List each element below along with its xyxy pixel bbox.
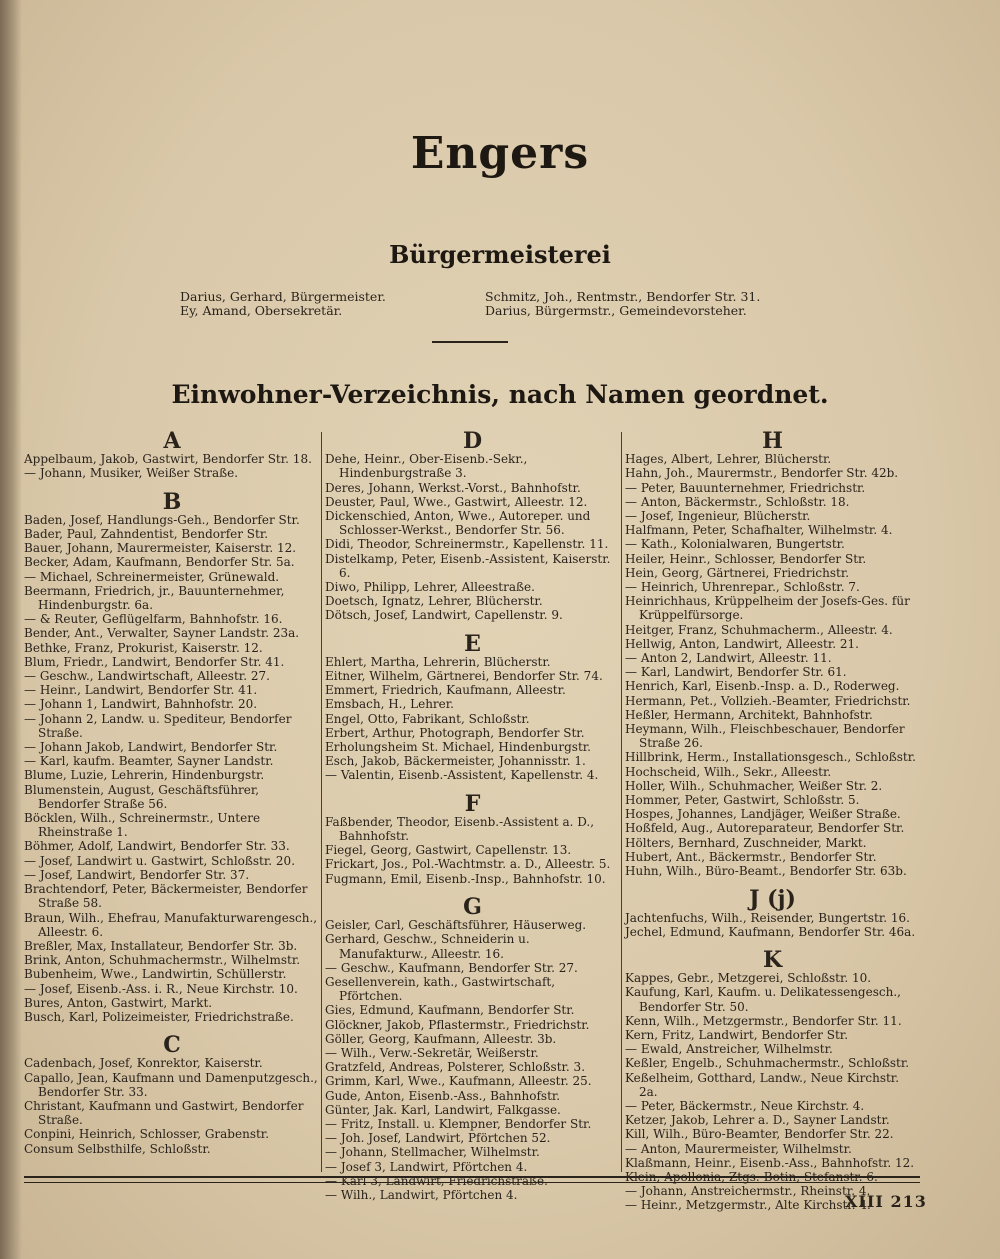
directory-entry: Hillbrink, Herm., Installationsgesch., Schloßstr. (625, 750, 916, 765)
directory-entry: Holler, Wilh., Schuhmacher, Weißer Str. 2. (625, 778, 883, 793)
directory-entry: Distelkamp, Peter, Eisenb.-Assistent, Kaiserstr. 6. (325, 551, 611, 580)
directory-entry: Emsbach, H., Lehrer. (325, 697, 454, 712)
directory-entry: — Geschw., Landwirtschaft, Alleestr. 27. (24, 669, 270, 684)
directory-entry: Böhmer, Adolf, Landwirt, Bendorfer Str. 33. (24, 839, 290, 854)
section-title: Einwohner-Verzeichnis, nach Namen geordnet. (171, 380, 829, 409)
directory-entry: Blume, Luzie, Lehrerin, Hindenburgstr. (24, 768, 265, 783)
directory-entry: — Heinr., Metzgermstr., Alte Kirchstr. 4. (625, 1198, 871, 1213)
directory-entry: — Wilh., Verw.-Sekretär, Weißerstr. (325, 1045, 539, 1060)
directory-entry: Kaufung, Karl, Kaufm. u. Delikatessengesch., Bendorfer Str. 50. (625, 985, 901, 1014)
directory-entry: — Johann 2, Landw. u. Spediteur, Bendorfer Straße. (24, 711, 292, 740)
directory-entry: Dötsch, Josef, Landwirt, Capellenstr. 9. (325, 608, 563, 623)
directory-entry: Baden, Josef, Handlungs-Geh., Bendorfer Str. (24, 512, 300, 527)
directory-entry: Conpini, Heinrich, Schlosser, Grabenstr. (24, 1127, 270, 1142)
directory-entry: — Peter, Bauunternehmer, Friedrichstr. (625, 480, 866, 495)
directory-entry: Keßelheim, Gotthard, Landw., Neue Kirchstr. 2a. (625, 1070, 900, 1099)
directory-entry: Gratzfeld, Andreas, Polsterer, Schloßstr. 3. (325, 1060, 586, 1075)
column-1 (24, 428, 320, 1156)
bottom-rule (24, 1176, 920, 1183)
directory-entry: Böcklen, Wilh., Schreinermstr., Untere Rheinstraße 1. (24, 811, 261, 840)
directory-entry: Bader, Paul, Zahndentist, Bendorfer Str. (24, 527, 269, 542)
page-title: Engers (410, 128, 590, 179)
directory-entry: Bubenheim, Wwe., Landwirtin, Schüllerstr. (24, 967, 287, 982)
directory-entry: — Josef 3, Landwirt, Pförtchen 4. (325, 1159, 528, 1174)
section-gap (24, 481, 320, 489)
directory-entry: — Heinrich, Uhrenrepar., Schloßstr. 7. (625, 580, 860, 595)
directory-entry: — Karl, kaufm. Beamter, Sayner Landstr. (24, 754, 274, 769)
directory-entry: Göller, Georg, Kaufmann, Alleestr. 3b. (325, 1031, 557, 1046)
directory-entry: — Heinr., Landwirt, Bendorfer Str. 41. (24, 683, 258, 698)
directory-entry: Heymann, Wilh., Fleischbeschauer, Bendorfer Straße 26. (625, 722, 905, 751)
directory-entry: — Johann, Musiker, Weißer Straße. (24, 466, 239, 481)
directory-entry: Hubert, Ant., Bäckermstr., Bendorfer Str. (625, 849, 877, 864)
section-gap (325, 783, 620, 791)
directory-entry: Engel, Otto, Fabrikant, Schloßstr. (325, 711, 530, 726)
directory-entry: Hommer, Peter, Gastwirt, Schloßstr. 5. (625, 793, 860, 808)
directory-entry: Busch, Karl, Polizeimeister, Friedrichstraße. (24, 1009, 294, 1024)
directory-entry: Heßler, Hermann, Architekt, Bahnhofstr. (625, 707, 873, 722)
directory-entry: — Anton, Maurermeister, Wilhelmstr. (625, 1141, 852, 1156)
directory-entry: — Josef, Landwirt, Bendorfer Str. 37. (24, 867, 250, 882)
directory-entry: — Wilh., Landwirt, Pförtchen 4. (325, 1187, 518, 1202)
directory-entry: Bures, Anton, Gastwirt, Markt. (24, 995, 213, 1010)
directory-entry: Christant, Kaufmann und Gastwirt, Bendorfer Straße. (24, 1098, 304, 1128)
official-entry: Schmitz, Joh., Rentmstr., Bendorfer Str. 31. (485, 289, 761, 304)
directory-entry: Becker, Adam, Kaufmann, Bendorfer Str. 5a. (24, 555, 295, 570)
directory-entry: — Johann Jakob, Landwirt, Bendorfer Str. (24, 740, 278, 755)
letter-heading: J (j) (749, 886, 796, 913)
directory-entry: Kappes, Gebr., Metzgerei, Schloßstr. 10. (625, 971, 872, 986)
directory-entry: Jechel, Edmund, Kaufmann, Bendorfer Str. 46a. (625, 924, 916, 939)
letter-heading: C (163, 1032, 181, 1059)
official-entry: Ey, Amand, Obersekretär. (180, 303, 343, 318)
directory-entry: Hein, Georg, Gärtnerei, Friedrichstr. (625, 565, 850, 580)
directory-entry: Ketzer, Jakob, Lehrer a. D., Sayner Landstr. (625, 1113, 890, 1128)
letter-heading: E (464, 630, 481, 657)
directory-entry: Bauer, Johann, Maurermeister, Kaiserstr. 12. (24, 541, 297, 556)
directory-entry: Breßler, Max, Installateur, Bendorfer Str. 3b. (24, 938, 298, 953)
directory-entry: Diwo, Philipp, Lehrer, Alleestraße. (325, 580, 535, 595)
officials-left (180, 290, 470, 318)
directory-entry: Kern, Fritz, Landwirt, Bendorfer Str. (625, 1027, 849, 1042)
directory-entry: — Karl 3, Landwirt, Friedrichstraße. (325, 1173, 548, 1188)
page-number: XIII 213 (845, 1192, 927, 1211)
directory-entry: Hages, Albert, Lehrer, Blücherstr. (625, 452, 832, 467)
directory-entry: Hölters, Bernhard, Zuschneider, Markt. (625, 835, 867, 850)
directory-entry: Hahn, Joh., Maurermstr., Bendorfer Str. 42b. (625, 466, 899, 481)
directory-entry: Doetsch, Ignatz, Lehrer, Blücherstr. (325, 594, 543, 609)
letter-heading: G (463, 893, 482, 920)
directory-entry: Hospes, Johannes, Landjäger, Weißer Straße. (625, 807, 901, 822)
section-gap (325, 886, 620, 894)
section-gap (625, 939, 920, 947)
directory-entry: Hermann, Pet., Vollzieh.-Beamter, Friedrichstr. (625, 693, 911, 708)
letter-heading: D (462, 428, 483, 454)
section-gap (325, 623, 620, 631)
directory-entry: — Kath., Kolonialwaren, Bungertstr. (625, 537, 845, 552)
directory-entry: — Anton 2, Landwirt, Alleestr. 11. (625, 651, 832, 666)
directory-entry: — Karl, Landwirt, Bendorfer Str. 61. (625, 665, 847, 680)
directory-entry: Huhn, Wilh., Büro-Beamt., Bendorfer Str. 63b. (625, 864, 907, 879)
directory-entry: Heinrichhaus, Krüppelheim der Josefs-Ges. für Krüppelfürsorge. (625, 594, 910, 623)
directory-entry: Emmert, Friedrich, Kaufmann, Alleestr. (325, 683, 566, 698)
binding-gutter (0, 0, 22, 1259)
directory-entry: — Peter, Bäckermstr., Neue Kirchstr. 4. (625, 1098, 865, 1113)
column-divider (621, 432, 622, 1172)
directory-entry: — Joh. Josef, Landwirt, Pförtchen 52. (325, 1131, 551, 1146)
column-divider (321, 432, 322, 1172)
directory-entry: Deres, Johann, Werkst.-Vorst., Bahnhofstr. (325, 480, 581, 495)
directory-entry: Halfmann, Peter, Schafhalter, Wilhelmstr. 4. (625, 523, 893, 538)
directory-entry: — Michael, Schreinermeister, Grünewald. (24, 569, 280, 584)
directory-entry: Klaßmann, Heinr., Eisenb.-Ass., Bahnhofstr. 12. (625, 1155, 915, 1170)
directory-entry: Günter, Jak. Karl, Landwirt, Falkgasse. (325, 1102, 561, 1117)
directory-entry: Gerhard, Geschw., Schneiderin u. Manufakturw., Alleestr. 16. (325, 932, 530, 961)
directory-entry: Dehe, Heinr., Ober-Eisenb.-Sekr., Hindenburgstraße 3. (325, 452, 528, 481)
directory-entry: Kill, Wilh., Büro-Beamter, Bendorfer Str. 22. (625, 1127, 894, 1142)
directory-entry: Eitner, Wilhelm, Gärtnerei, Bendorfer Str. 74. (325, 669, 603, 684)
letter-heading: H (762, 428, 783, 454)
directory-entry: — Johann 1, Landwirt, Bahnhofstr. 20. (24, 697, 258, 712)
directory-entry: Erholungsheim St. Michael, Hindenburgstr. (325, 740, 591, 755)
directory-entry: Glöckner, Jakob, Pflastermstr., Friedrichstr. (325, 1017, 590, 1032)
directory-entry: Heiler, Heinr., Schlosser, Bendorfer Str. (625, 551, 867, 566)
directory-entry: — Josef, Eisenb.-Ass. i. R., Neue Kirchstr. 10. (24, 981, 298, 996)
directory-entry: Bethke, Franz, Prokurist, Kaiserstr. 12. (24, 640, 263, 655)
directory-entry: Gesellenverein, kath., Gastwirtschaft, Pförtchen. (325, 974, 556, 1004)
directory-entry: — Geschw., Kaufmann, Bendorfer Str. 27. (325, 960, 578, 975)
letter-heading: B (162, 488, 182, 515)
directory-entry: Esch, Jakob, Bäckermeister, Johannisstr. 1. (325, 754, 586, 769)
directory-entry: Blum, Friedr., Landwirt, Bendorfer Str. 41. (24, 654, 285, 669)
directory-entry: Faßbender, Theodor, Eisenb.-Assistent a. D., Bahnhofstr. (325, 814, 595, 844)
section-gap (24, 1024, 320, 1032)
directory-entry: Ehlert, Martha, Lehrerin, Blücherstr. (325, 654, 551, 669)
directory-entry: Hellwig, Anton, Landwirt, Alleestr. 21. (625, 636, 859, 651)
directory-entry: — Johann, Anstreichermstr., Rheinstr. 4. (625, 1184, 871, 1199)
directory-entry: Geisler, Carl, Geschäftsführer, Häuserweg. (325, 918, 587, 933)
directory-entry: Keßler, Engelb., Schuhmachermstr., Schloßstr. (625, 1056, 910, 1071)
official-entry: Darius, Bürgermstr., Gemeindevorsteher. (485, 303, 747, 318)
directory-entry: — Johann, Stellmacher, Wilhelmstr. (325, 1145, 540, 1160)
letter-heading: K (762, 946, 783, 973)
directory-entry: — Fritz, Install. u. Klempner, Bendorfer Str. (325, 1116, 592, 1131)
directory-entry: Hochscheid, Wilh., Sekr., Alleestr. (625, 764, 832, 779)
directory-entry: Cadenbach, Josef, Konrektor, Kaiserstr. (24, 1056, 263, 1071)
directory-entry: Gude, Anton, Eisenb.-Ass., Bahnhofstr. (325, 1088, 561, 1103)
directory-entry: Henrich, Karl, Eisenb.-Insp. a. D., Roderweg. (625, 679, 900, 694)
directory-entry: Frickart, Jos., Pol.-Wachtmstr. a. D., Alleestr. 5. (325, 857, 611, 872)
directory-entry: Klein, Apollonia, Ztgs.-Botin, Stefanstr. 6. (625, 1169, 878, 1184)
directory-entry: Grimm, Karl, Wwe., Kaufmann, Alleestr. 25. (325, 1074, 592, 1089)
directory-entry: — Ewald, Anstreicher, Wilhelmstr. (625, 1042, 833, 1057)
column-3 (625, 428, 920, 1213)
directory-entry: Bender, Ant., Verwalter, Sayner Landstr. 23a. (24, 626, 300, 641)
column-2 (325, 428, 620, 1202)
directory-entry: Erbert, Arthur, Photograph, Bendorfer Str. (325, 725, 585, 740)
directory-entry: Hoßfeld, Aug., Autoreparateur, Bendorfer Str. (625, 821, 905, 836)
directory-entry: Appelbaum, Jakob, Gastwirt, Bendorfer Str. 18. (24, 452, 312, 467)
directory-entry: Dickenschied, Anton, Wwe., Autoreper. und Schlosser-Werkst., Bendorfer Str. 56. (325, 509, 591, 538)
directory-entry: Deuster, Paul, Wwe., Gastwirt, Alleestr. 12. (325, 494, 588, 509)
directory-entry: — Valentin, Eisenb.-Assistent, Kapellenstr. 4. (325, 768, 599, 783)
directory-entry: — Josef, Landwirt u. Gastwirt, Schloßstr. 20. (24, 853, 296, 868)
directory-entry: — & Reuter, Geflügelfarm, Bahnhofstr. 16. (24, 612, 283, 627)
directory-entry: Brink, Anton, Schuhmachermstr., Wilhelmstr. (24, 953, 301, 968)
official-entry: Darius, Gerhard, Bürgermeister. (180, 289, 386, 304)
letter-heading: F (464, 790, 481, 817)
directory-entry: Jachtenfuchs, Wilh., Reisender, Bungertstr. 16. (625, 910, 910, 925)
directory-entry: — Josef, Ingenieur, Blücherstr. (625, 509, 811, 524)
directory-entry: Brachtendorf, Peter, Bäckermeister, Bendorfer Straße 58. (24, 882, 308, 911)
directory-entry: Consum Selbsthilfe, Schloßstr. (24, 1141, 211, 1156)
officials-right (485, 290, 785, 318)
section-gap (625, 878, 920, 886)
divider-rule (432, 341, 508, 343)
directory-entry: Heitger, Franz, Schuhmacherm., Alleestr. 4. (625, 622, 893, 637)
directory-entry: Beermann, Friedrich, jr., Bauunternehmer, Hindenburgstr. 6a. (24, 583, 285, 613)
directory-entry: Kenn, Wilh., Metzgermstr., Bendorfer Str. 11. (625, 1013, 902, 1028)
directory-entry: Braun, Wilh., Ehefrau, Manufakturwarengesch., Alleestr. 6. (24, 910, 318, 939)
directory-entry: Fugmann, Emil, Eisenb.-Insp., Bahnhofstr. 10. (325, 871, 606, 886)
directory-entry: Gies, Edmund, Kaufmann, Bendorfer Str. (325, 1003, 575, 1018)
letter-heading: A (163, 428, 181, 454)
directory-entry: Blumenstein, August, Geschäftsführer, Bendorfer Straße 56. (24, 782, 260, 811)
directory-entry: Capallo, Jean, Kaufmann und Damenputzgesch., Bendorfer Str. 33. (24, 1070, 318, 1099)
subtitle: Bürgermeisterei (389, 240, 611, 269)
directory-entry: Fiegel, Georg, Gastwirt, Capellenstr. 13. (325, 843, 572, 858)
directory-entry: — Anton, Bäckermstr., Schloßstr. 18. (625, 494, 850, 509)
directory-entry: Didi, Theodor, Schreinermstr., Kapellenstr. 11. (325, 537, 609, 552)
